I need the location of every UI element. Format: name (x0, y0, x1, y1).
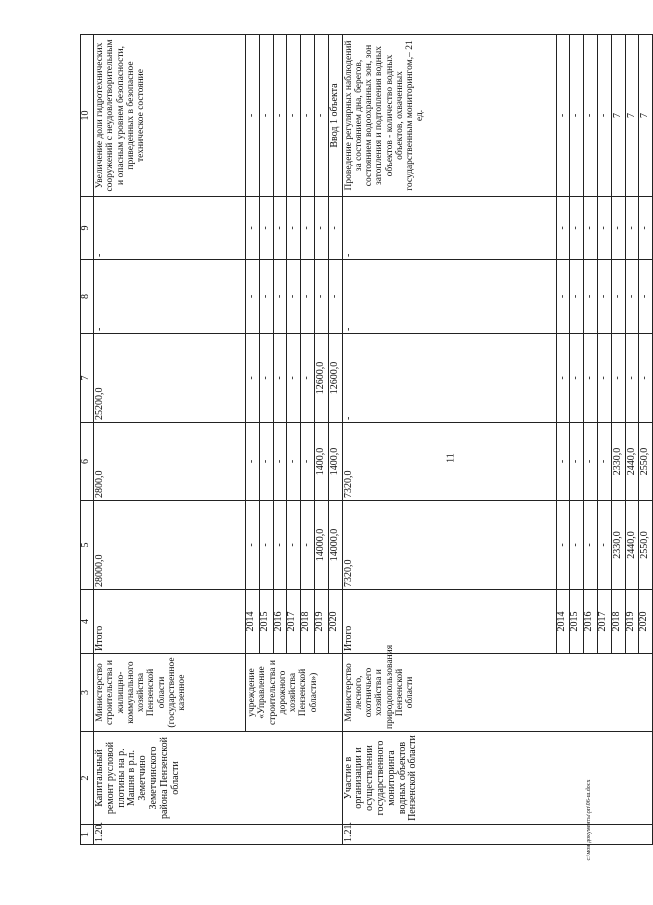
value-cell: - (246, 260, 260, 334)
value-cell: - (556, 260, 570, 334)
activity-name: Участие в организации и осуществлении государственного мониторинга водных объектов Пензенской области (342, 732, 653, 825)
value-cell: - (570, 334, 584, 423)
value-cell: - (639, 334, 653, 423)
table-row (94, 35, 246, 845)
value-cell: - (301, 35, 315, 197)
value-cell: - (584, 197, 598, 260)
value-cell: - (287, 334, 301, 423)
value-cell: - (273, 501, 287, 590)
year-cell: 2017 (597, 590, 611, 654)
value-cell: - (94, 197, 246, 260)
value-cell: - (625, 197, 639, 260)
page-number: 11 (445, 453, 457, 463)
table-row (342, 35, 556, 845)
value-cell: 2550,0 (639, 423, 653, 501)
value-cell: 14000,0 (314, 501, 328, 590)
value-cell: - (287, 501, 301, 590)
value-cell: - (314, 35, 328, 197)
value-cell: - (314, 197, 328, 260)
value-cell: 2440,0 (625, 423, 639, 501)
value-cell: - (556, 501, 570, 590)
value-cell: 25200,0 (94, 334, 246, 423)
value-cell: - (342, 197, 556, 260)
value-cell: - (259, 35, 273, 197)
rotated-table-container (80, 35, 651, 845)
value-cell: - (259, 501, 273, 590)
value-cell: - (301, 197, 315, 260)
value-cell: - (301, 423, 315, 501)
period-cell: Итого (342, 590, 556, 654)
value-cell: - (584, 423, 598, 501)
value-cell: - (259, 423, 273, 501)
year-cell: 2016 (584, 590, 598, 654)
period-cell: Итого (94, 590, 246, 654)
header-row (81, 35, 94, 845)
year-cell: 2016 (273, 590, 287, 654)
table-row (246, 35, 260, 845)
year-cell: 2018 (611, 590, 625, 654)
value-cell: - (287, 423, 301, 501)
activity-name: Капитальный ремонт русловой плотины на р. Машня в р.п. Земетчино Земетчинского района Пензенской области (94, 732, 343, 825)
year-cell: 2020 (328, 590, 342, 654)
value-cell: - (570, 260, 584, 334)
value-cell: 1400,0 (314, 423, 328, 501)
value-cell: - (342, 260, 556, 334)
value-cell: - (273, 197, 287, 260)
value-cell: - (246, 35, 260, 197)
year-cell: 2014 (246, 590, 260, 654)
value-cell: - (597, 197, 611, 260)
year-cell: 2019 (314, 590, 328, 654)
value-cell: - (639, 260, 653, 334)
value-cell: - (597, 260, 611, 334)
value-cell: 28000,0 (94, 501, 246, 590)
column-header-4: 4 (81, 590, 94, 654)
value-cell: - (556, 197, 570, 260)
value-cell: - (246, 501, 260, 590)
value-cell: - (570, 35, 584, 197)
value-cell: - (597, 501, 611, 590)
row-number: 1.21. (342, 825, 653, 845)
value-cell: Ввод 1 объекта (328, 35, 342, 197)
value-cell: - (611, 260, 625, 334)
result-cell: Увеличение доли гидротехнических сооружений с неудовлетворительным и опасным уровнем безопасности, приведенных в безопасное техническое состояние (94, 35, 246, 197)
value-cell: - (273, 260, 287, 334)
value-cell: - (342, 334, 556, 423)
column-header-9: 9 (81, 197, 94, 260)
value-cell: 2550,0 (639, 501, 653, 590)
value-cell: - (246, 334, 260, 423)
column-header-2: 2 (81, 732, 94, 825)
value-cell: 12600,0 (328, 334, 342, 423)
executor-name: учреждение «Управление строительства и дорожного хозяйства Пензенской области») (246, 654, 343, 732)
value-cell: - (301, 260, 315, 334)
value-cell: - (556, 334, 570, 423)
value-cell: - (287, 35, 301, 197)
value-cell: - (301, 334, 315, 423)
value-cell: 12600,0 (314, 334, 328, 423)
column-header-3: 3 (81, 654, 94, 732)
value-cell: 7320,0 (342, 423, 556, 501)
year-cell: 2015 (570, 590, 584, 654)
year-cell: 2014 (556, 590, 570, 654)
value-cell: 2440,0 (625, 501, 639, 590)
value-cell: - (287, 260, 301, 334)
footer-file-path: c:\мои документы\рп\06-ш.docx (586, 779, 592, 861)
result-cell: Проведение регулярных наблюдений за состоянием дна, берегов, состоянием водоохранных зон, зон затопления и подтопления водных объектов - количество водных объектов, охваченных государственным мониторингом,– 21 ед. (342, 35, 556, 197)
year-cell: 2020 (639, 590, 653, 654)
executor-name: Министерство лесного, охотничьего хозяйства и природопользования Пензенской области (342, 654, 653, 732)
column-header-8: 8 (81, 260, 94, 334)
year-cell: 2019 (625, 590, 639, 654)
column-header-5: 5 (81, 501, 94, 590)
value-cell: - (584, 260, 598, 334)
value-cell: 7320,0 (342, 501, 556, 590)
value-cell: 2330,0 (611, 423, 625, 501)
value-cell: - (273, 423, 287, 501)
value-cell: - (556, 423, 570, 501)
value-cell: - (328, 197, 342, 260)
value-cell: - (259, 260, 273, 334)
value-cell: - (611, 197, 625, 260)
value-cell: - (597, 334, 611, 423)
value-cell: - (301, 501, 315, 590)
year-cell: 2017 (287, 590, 301, 654)
value-cell: 1400,0 (328, 423, 342, 501)
program-activities-table (80, 34, 653, 845)
column-header-10: 10 (81, 35, 94, 197)
value-cell: - (273, 35, 287, 197)
column-header-6: 6 (81, 423, 94, 501)
value-cell: - (611, 334, 625, 423)
column-header-7: 7 (81, 334, 94, 423)
value-cell: - (259, 197, 273, 260)
value-cell: - (94, 260, 246, 334)
value-cell: - (570, 501, 584, 590)
value-cell: - (314, 260, 328, 334)
value-cell: 2800,0 (94, 423, 246, 501)
value-cell: 2330,0 (611, 501, 625, 590)
executor-name: Министерство строительства и жилищно-коммунального хозяйства Пензенской области (государственное казенное (94, 654, 246, 732)
value-cell: - (584, 501, 598, 590)
value-cell: - (328, 260, 342, 334)
value-cell: - (246, 423, 260, 501)
value-cell: 14000,0 (328, 501, 342, 590)
value-cell: - (625, 260, 639, 334)
value-cell: - (246, 197, 260, 260)
value-cell: - (287, 197, 301, 260)
value-cell: - (570, 423, 584, 501)
value-cell: - (259, 334, 273, 423)
year-cell: 2018 (301, 590, 315, 654)
value-cell: - (625, 334, 639, 423)
value-cell: - (639, 197, 653, 260)
value-cell: - (584, 334, 598, 423)
row-number: 1.20. (94, 825, 343, 845)
value-cell: - (584, 35, 598, 197)
value-cell: - (597, 35, 611, 197)
value-cell: 7 (625, 35, 639, 197)
value-cell: 7 (611, 35, 625, 197)
column-header-1: 1 (81, 825, 94, 845)
value-cell: - (597, 423, 611, 501)
value-cell: - (556, 35, 570, 197)
value-cell: 7 (639, 35, 653, 197)
year-cell: 2015 (259, 590, 273, 654)
value-cell: - (570, 197, 584, 260)
value-cell: - (273, 334, 287, 423)
